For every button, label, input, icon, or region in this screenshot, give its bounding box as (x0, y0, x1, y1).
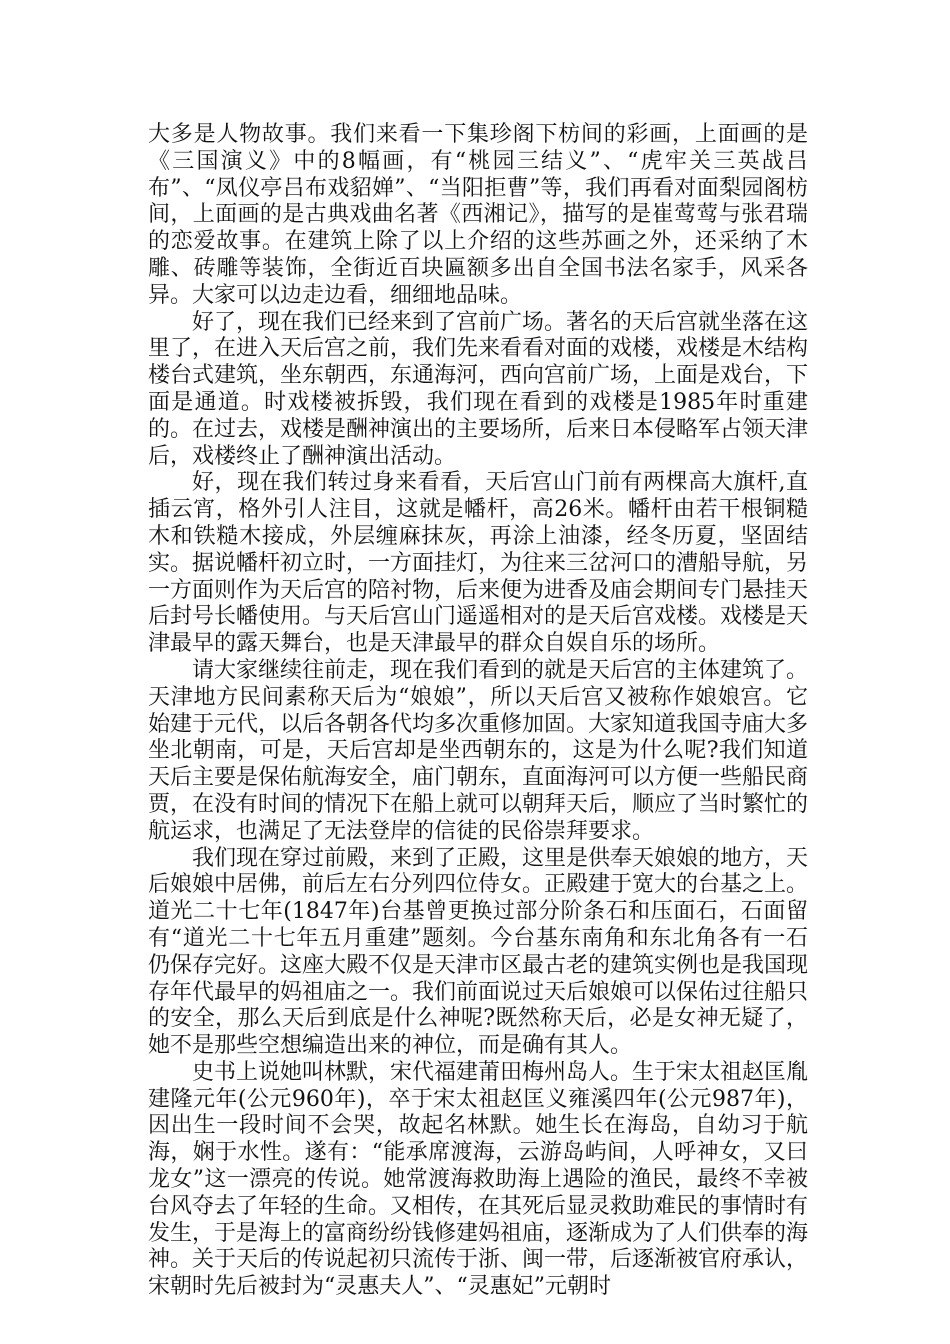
paragraph-5: 我们现在穿过前殿，来到了正殿，这里是供奉天娘娘的地方，天后娘娘中居佛，前后左右分列四位侍女。正殿建于宽大的台基之上。道光二十七年(1847年)台基曾更换过部分阶条石和压面石，石面留有“道光二十七年五月重建”题刻。今台基东南角和东北角各有一石仍保存完好。这座大殿不仅是天津市区最古老的建筑实例也是我国现存年代最早的妈祖庙之一。我们前面说过天后娘娘可以保佑过往船只的安全，那么天后到底是什么神呢?既然称天后，必是女神无疑了，她不是那些空想编造出来的神位，而是确有其人。 (148, 845, 809, 1059)
paragraph-4: 请大家继续往前走，现在我们看到的就是天后宫的主体建筑了。天津地方民间素称天后为“娘娘”，所以天后宫又被称作娘娘宫。它始建于元代，以后各朝各代均多次重修加固。大家知道我国寺庙大多坐北朝南，可是，天后宫却是坐西朝东的，这是为什么呢?我们知道天后主要是保佑航海安全，庙门朝东，直面海河可以方便一些船民商贾，在没有时间的情况下在船上就可以朝拜天后，顺应了当时繁忙的航运求，也满足了无法登岸的信徒的民俗崇拜要求。 (148, 657, 809, 844)
paragraph-6: 史书上说她叫林默，宋代福建莆田梅州岛人。生于宋太祖赵匡胤建隆元年(公元960年)，卒于宋太祖赵匡义雍溪四年(公元987年)，因出生一段时间不会哭，故起名林默。她生长在海岛，自幼习于航海，娴于水性。遂有：“能承席渡海，云游岛屿间，人呼神女，又曰龙女”这一漂亮的传说。她常渡海救助海上遇险的渔民，最终不幸被台风夺去了年轻的生命。又相传，在其死后显灵救助难民的事情时有发生，于是海上的富商纷纷钱修建妈祖庙，逐渐成为了人们供奉的海神。关于天后的传说起初只流传于浙、闽一带，后逐渐被官府承认，宋朝时先后被封为“灵惠夫人”、“灵惠妃”元朝时 (148, 1059, 809, 1300)
paragraph-3: 好，现在我们转过身来看看，天后宫山门前有两棵高大旗杆,直插云宵，格外引人注目，这就是幡杆，高26米。幡杆由若干根铜糙木和铁糙木接成，外层缠麻抹灰，再涂上油漆，经冬历夏，坚固结实。据说幡杆初立时，一方面挂灯，为往来三岔河口的漕船导航，另一方面则作为天后宫的陪衬物，后来便为进香及庙会期间专门悬挂天后封号长幡使用。与天后宫山门遥遥相对的是天后宫戏楼。戏楼是天津最早的露天舞台，也是天津最早的群众自娱自乐的场所。 (148, 470, 809, 657)
paragraph-2: 好了，现在我们已经来到了宫前广场。著名的天后宫就坐落在这里了，在进入天后宫之前，我们先来看看对面的戏楼，戏楼是木结构楼台式建筑，坐东朝西，东通海河，西向宫前广场，上面是戏台，下面是通道。时戏楼被拆毁，我们现在看到的戏楼是1985年时重建的。在过去，戏楼是酬神演出的主要场所，后来日本侵略军占领天津后，戏楼终止了酬神演出活动。 (148, 309, 809, 469)
paragraph-1: 大多是人物故事。我们来看一下集珍阁下枋间的彩画，上面画的是《三国演义》中的8幅画，有“桃园三结义”、“虎牢关三英战吕布”、“凤仪亭吕布戏貂婵”、“当阳拒曹”等，我们再看对面梨园阁枋间，上面画的是古典戏曲名著《西湘记》，描写的是崔莺莺与张君瑞的恋爱故事。在建筑上除了以上介绍的这些苏画之外，还采纳了木雕、砖雕等装饰，全街近百块匾额多出自全国书法名家手，风采各异。大家可以边走边看，细细地品味。 (148, 122, 808, 308)
document-body (148, 122, 808, 1301)
